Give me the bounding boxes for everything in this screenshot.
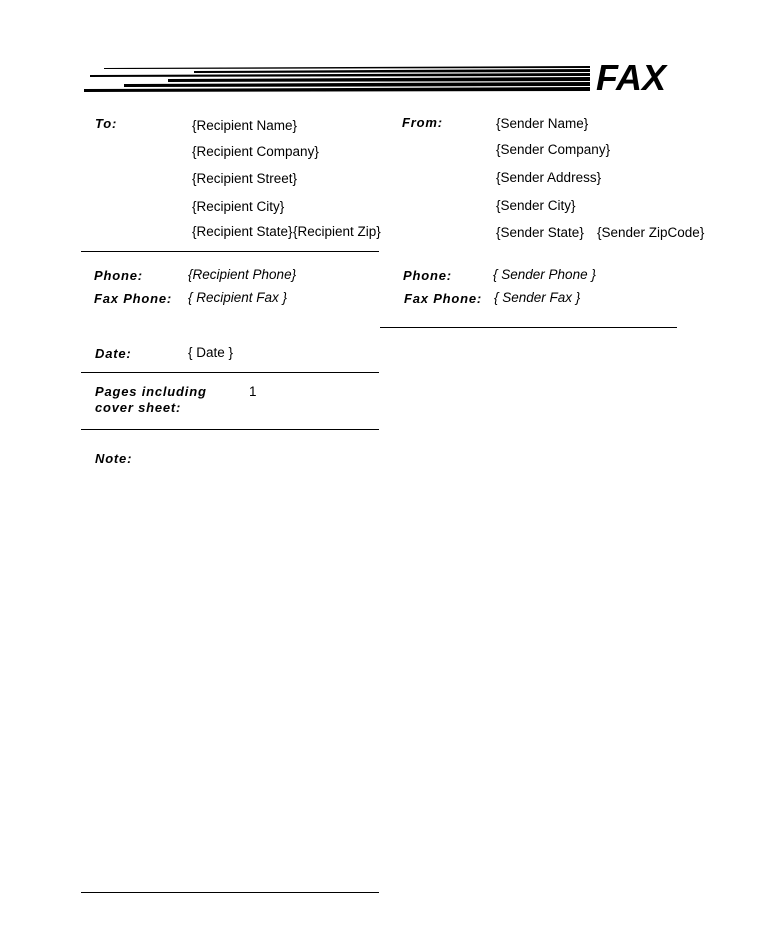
divider-address [81,251,379,252]
sender-city[interactable]: {Sender City} [496,198,576,213]
fax-title: FAX [596,57,667,98]
recipient-fax[interactable]: { Recipient Fax } [188,290,288,305]
divider-sender [380,327,677,328]
fax-header-lines [84,62,594,94]
sender-name[interactable]: {Sender Name} [496,116,589,131]
sender-phone[interactable]: { Sender Phone } [493,267,596,282]
sender-fax[interactable]: { Sender Fax } [494,290,581,305]
sender-zip[interactable]: {Sender ZipCode} [597,225,705,240]
sender-phone-label: Phone: [403,268,452,283]
recipient-state[interactable]: {Recipient State} [192,224,293,239]
date-value[interactable]: { Date } [188,345,234,360]
recipient-name[interactable]: {Recipient Name} [192,118,298,133]
to-label: To: [95,116,118,131]
from-label: From: [402,115,443,130]
sender-state[interactable]: {Sender State} [496,225,584,240]
pages-label-line2: cover sheet: [95,400,182,415]
recipient-phone[interactable]: {Recipient Phone} [188,267,297,282]
date-label: Date: [95,346,132,361]
recipient-city[interactable]: {Recipient City} [192,199,285,214]
divider-pages [81,429,379,430]
recipient-company[interactable]: {Recipient Company} [192,144,319,159]
divider-date [81,372,379,373]
note-label: Note: [95,451,133,466]
recipient-fax-label: Fax Phone: [94,291,173,306]
note-area[interactable] [95,472,379,882]
sender-fax-label: Fax Phone: [404,291,483,306]
recipient-street[interactable]: {Recipient Street} [192,171,298,186]
divider-bottom [81,892,379,893]
pages-label-line1: Pages including [95,384,207,399]
recipient-zip[interactable]: {Recipient Zip} [293,224,381,239]
sender-address[interactable]: {Sender Address} [496,170,602,185]
sender-company[interactable]: {Sender Company} [496,142,611,157]
pages-value[interactable]: 1 [249,384,257,399]
recipient-phone-label: Phone: [94,268,143,283]
